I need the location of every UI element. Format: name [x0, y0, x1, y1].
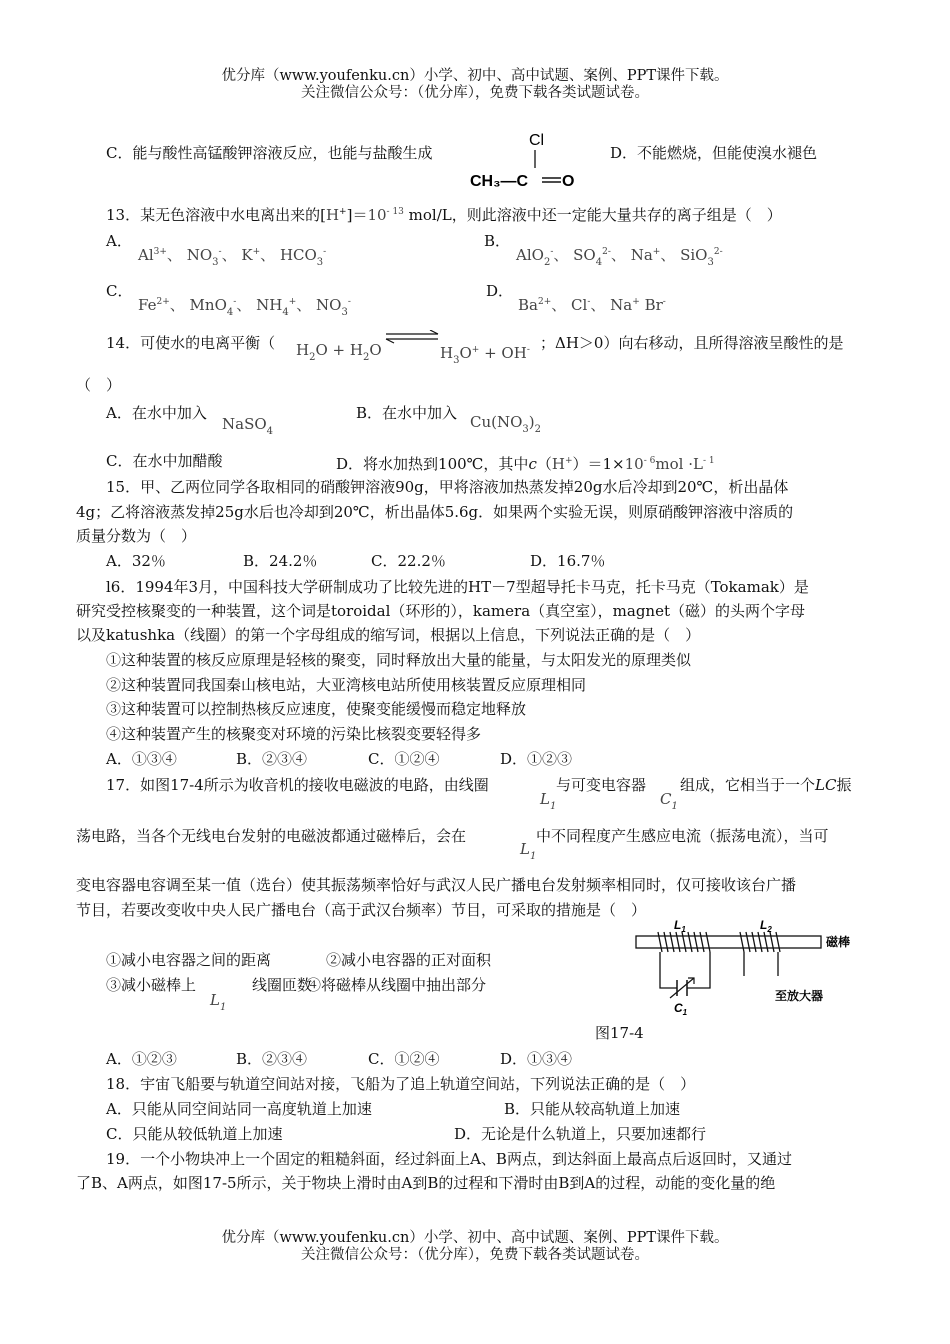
q16-line-3: 以及katushka（线圈）的第一个字母组成的缩写词，根据以上信息，下列说法正确的是（ ）	[76, 626, 701, 644]
ion-na: Na	[630, 246, 653, 264]
q16-statement-2: ②这种装置同我国秦山核电站，大亚湾核电站所使用核装置反应原理相同	[106, 676, 587, 694]
q12-option-c: C．能与酸性高锰酸钾溶液反应，也能与盐酸生成	[106, 144, 433, 162]
q14-option-b: B．在水中加入	[356, 404, 458, 422]
label-c1: $C_1$	[674, 1001, 688, 1016]
q14-water-products: $H_3O^+ + OH^-$	[440, 344, 530, 366]
q17-option-c: C．①②④	[368, 1050, 440, 1068]
ion-so4: SO	[573, 246, 596, 264]
q19-line-2: 了B、A两点，如图17-5所示，关于物块上滑时由A到B的过程和下滑时由B到A的过程，动能的变化量的绝	[76, 1174, 776, 1192]
q15-option-a: A．32％	[106, 552, 166, 570]
figure-17-4-circuit	[630, 918, 870, 1016]
q15-option-b: B．24.2％	[243, 552, 318, 570]
q13-option-c: $Fe^{2+}$、 MnO$_4$-、 $NH_4^+$、 $NO_3^-$	[138, 296, 351, 318]
q17-measure-3b: 线圈匝数	[252, 976, 313, 994]
q16-statement-1: ①这种装置的核反应原理是轻核的聚变，同时释放出大量的能量，与太阳发光的原理类似	[106, 651, 692, 669]
q15-line-2: 4g；乙将溶液蒸发掉25g水后也冷却到20℃，析出晶体5.6g．如果两个实验无误，则原硝酸钾溶液中溶质的	[76, 503, 794, 521]
q16-option-a: A．①③④	[106, 750, 177, 768]
struct-cl: Cl	[529, 132, 545, 149]
q13-d-label: D．	[486, 282, 514, 300]
acetyl-chloride-structure	[468, 128, 578, 194]
q17-l1-symbol-3: $L_1$	[210, 991, 227, 1013]
q14-option-b-formula: $Cu(NO_3)_2$	[470, 413, 542, 435]
q17-line-1b: 与可变电容器	[556, 776, 647, 794]
q17-measure-4: ④将磁棒从线圈中抽出部分	[306, 976, 487, 994]
q15-line-1: 15．甲、乙两位同学各取相同的硝酸钾溶液90g，甲将溶液加热蒸发掉20g水后冷却到20℃，析出晶体	[106, 478, 789, 496]
q17-option-d: D．①③④	[500, 1050, 573, 1068]
q19-line-1: 19．一个小物块冲上一个固定的粗糙斜面，经过斜面上A、B两点，到达斜面上最高点后返回时，又通过	[106, 1150, 792, 1168]
q17-line-2a: 荡电路，当各个无线电台发射的电磁波都通过磁棒后，会在	[76, 827, 467, 845]
q17-line-2b: 中不同程度产生感应电流（振荡电流），当可	[536, 827, 829, 845]
q17-l1-symbol-2: $L_1$	[520, 840, 537, 862]
q13-option-d: $Ba^{2+}$、 Cl-、 Na+ Br-	[518, 296, 666, 314]
q16-line-1: l6．1994年3月，中国科技大学研制成功了比较先进的HT－7型超导托卡马克，托卡马克（Tokamak）是	[106, 578, 809, 596]
ion-k: K	[241, 246, 253, 264]
q14-option-c: C．在水中加醋酸	[106, 452, 223, 470]
q17-option-b: B．②③④	[236, 1050, 308, 1068]
q13-option-a: $Al^{3+}$、 $NO_3^-$、 K+、 $HCO_3^-$	[138, 246, 327, 268]
q13-c-label: C．	[106, 282, 133, 300]
ion-no3-c: NO	[316, 296, 342, 314]
q14-option-a: A．在水中加入	[106, 404, 207, 422]
ion-br: Br	[644, 296, 663, 314]
q17-measure-2: ②减小电容器的正对面积	[326, 951, 492, 969]
q16-statement-4: ④这种装置产生的核聚变对环境的污染比核裂变要轻得多	[106, 725, 482, 743]
q13-h: H	[325, 206, 340, 224]
label-magnetic-rod: 磁棒	[826, 935, 851, 949]
q17-line-4: 节目，若要改变收中央人民广播电台（高于武汉台频率）节目，可采取的措施是（ ）	[76, 901, 647, 919]
q17-measure-1: ①减小电容器之间的距离	[106, 951, 272, 969]
q14-stem-b: ；ΔH＞0）向右移动，且所得溶液呈酸性的是	[540, 334, 844, 352]
q14-option-d: D．将水加热到100℃，其中$c(H^+)=1\times 10^{- 6}mol \cdot L^{- 1}$	[336, 455, 715, 473]
q17-c1-symbol: $C_1$	[660, 790, 678, 812]
page-header	[0, 68, 950, 102]
q16-option-c: C．①②④	[368, 750, 440, 768]
q14-stem-a: 14．可使水的电离平衡（	[106, 334, 276, 352]
q18-option-d: D．无论是什么轨道上，只要加速都行	[454, 1125, 707, 1143]
footer-line-1: 优分库（www.youfenku.cn）小学、初中、高中试题、案例、PPT课件下载。	[221, 1230, 729, 1246]
ion-na-d: Na	[610, 296, 633, 314]
label-l1: $L_1$	[674, 918, 686, 934]
ion-sio3: SiO	[680, 246, 708, 264]
q17-option-a: A．①②③	[106, 1050, 177, 1068]
q16-statement-3: ③这种装置可以控制热核反应速度，使聚变能缓慢而稳定地释放	[106, 700, 527, 718]
ion-no3: NO	[186, 246, 213, 264]
header-line-2: 关注微信公众号：（优分库），免费下载各类试题试卷。	[301, 85, 649, 101]
ion-ba: Ba	[518, 296, 538, 314]
q15-line-3: 质量分数为（ ）	[76, 527, 197, 545]
q14-water-reactants: $H_2O + H_2O$	[296, 341, 382, 363]
q18-stem: 18．宇宙飞船要与轨道空间站对接，飞船为了追上轨道空间站，下列说法正确的是（ ）	[106, 1075, 696, 1093]
q15-option-c: C．22.2％	[371, 552, 446, 570]
page-footer	[0, 1230, 950, 1264]
q13-option-b: AlO$_2$-、 $SO_4^{2-}$、 Na+、 SiO$_3^{2-}$	[516, 246, 723, 268]
magnetic-rod	[636, 936, 821, 948]
coil-l2	[740, 932, 780, 952]
header-line-1: 优分库（www.youfenku.cn）小学、初中、高中试题、案例、PPT课件下载。	[221, 68, 729, 84]
q13-stem-a: 13．某无色溶液中水电离出来的[	[106, 206, 326, 224]
q17-line-3: 变电容器电容调至某一值（选台）使其振荡频率恰好与武汉人民广播电台发射频率相同时，仅可接收该台广播	[76, 876, 797, 894]
q16-option-b: B．②③④	[236, 750, 308, 768]
ion-fe: Fe	[138, 296, 157, 314]
footer-line-2: 关注微信公众号：（优分库），免费下载各类试题试卷。	[301, 1247, 649, 1263]
q13-stem-c: mol/L，则此溶液中还一定能大量共存的离子组是（ ）	[403, 206, 782, 224]
ion-cl: Cl	[571, 296, 588, 314]
q14-option-a-formula: NaSO$_4$	[222, 415, 274, 437]
q13-a-label: A．	[106, 232, 132, 250]
q13-h-charge: +	[339, 207, 347, 217]
equilibrium-arrow-icon	[384, 330, 440, 344]
figure-caption: 图17-4	[595, 1024, 644, 1042]
q13-stem	[106, 202, 782, 225]
q17-l1-symbol: $L_1$	[540, 790, 557, 812]
ion-alo2: AlO	[516, 246, 544, 264]
label-to-amplifier: 至放大器	[775, 989, 824, 1003]
l2-wires	[744, 952, 778, 976]
q18-option-c: C．只能从较低轨道上加速	[106, 1125, 283, 1143]
q13-b-label: B．	[484, 232, 511, 250]
struct-o: O	[562, 173, 575, 190]
q12-option-d: D．不能燃烧，但能使溴水褪色	[610, 144, 818, 162]
ion-al: Al	[138, 246, 154, 264]
q13-pow-base: 10	[367, 206, 387, 224]
q18-option-a: A．只能从同空间站同一高度轨道上加速	[106, 1100, 372, 1118]
q15-option-d: D．16.7％	[530, 552, 606, 570]
q17-line-1a: 17．如图17-4所示为收音机的接收电磁波的电路，由线圈	[106, 776, 489, 794]
ion-mno4: MnO	[189, 296, 227, 314]
q16-line-2: 研究受控核聚变的一种装置，这个词是toroidal（环形的），kamera（真空室），magnet（磁）的头两个字母	[76, 602, 805, 620]
q17-measure-3a: ③减小磁棒上	[106, 976, 197, 994]
ion-hco3: HCO	[279, 246, 317, 264]
label-l2: $L_2$	[760, 918, 772, 934]
struct-ch3-c: CH₃—C	[470, 173, 529, 190]
q13-pow-exp: - 13	[386, 207, 404, 217]
ion-nh4: NH	[256, 296, 283, 314]
q17-line-1c: 组成，它相当于一个LC振	[680, 776, 852, 794]
l1-c1-wires	[660, 952, 710, 988]
q13-stem-b: ]＝	[346, 206, 368, 224]
q16-option-d: D．①②③	[500, 750, 573, 768]
q18-option-b: B．只能从较高轨道上加速	[504, 1100, 681, 1118]
coil-l1	[658, 932, 710, 952]
q14-paren: （ ）	[76, 376, 122, 394]
